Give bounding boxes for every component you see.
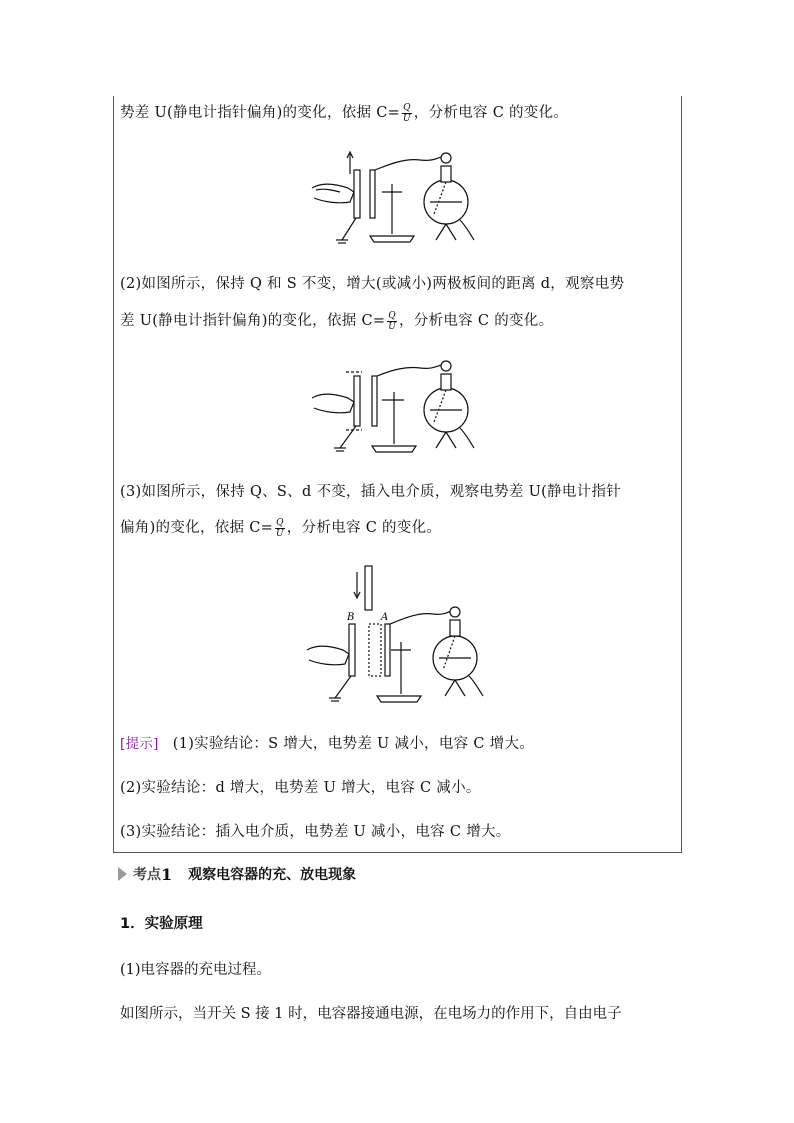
text-line-p2-1: (2)如图所示，保持 Q 和 S 不变，增大(或减小)两极板间的距离 d，观察电势 <box>120 276 625 292</box>
label-b: B <box>347 612 355 623</box>
label-a: A <box>381 612 389 623</box>
text-line-p3-1: (3)如图所示，保持 Q、S、d 不变，插入电介质，观察电势差 U(静电计指针 <box>120 484 622 500</box>
tip-label: [提示] <box>120 736 159 752</box>
paragraph-1: (1)电容器的充电过程。 <box>120 962 272 978</box>
heading-principle: 1．实验原理 <box>120 916 203 932</box>
triangle-icon <box>118 867 127 881</box>
figure-area-experiment <box>310 352 490 456</box>
fraction: $\frac{Q}{U}$ <box>403 102 411 124</box>
tip-line-1: [提示] (1)实验结论：S 增大，电势差 U 减小，电容 C 增大。 <box>120 736 535 752</box>
figure-area-experiment <box>310 144 490 248</box>
tip-line-3: (3)实验结论：插入电介质，电势差 U 减小，电容 C 增大。 <box>120 824 511 840</box>
fraction: $\frac{Q}{U}$ <box>276 517 284 539</box>
figure-area-experiment <box>305 562 495 712</box>
section-heading <box>118 864 356 884</box>
section-kd: 考点 <box>133 867 161 883</box>
text-line-1: 势差 U(静电计指针偏角)的变化，依据 C= $\frac{Q}{U}$ ，分析电容 C 的变化。 <box>120 102 569 124</box>
fraction: $\frac{Q}{U}$ <box>388 310 397 332</box>
tip-line-2: (2)实验结论：d 增大，电势差 U 增大，电容 C 减小。 <box>120 780 481 796</box>
section-title: 观察电容器的充、放电现象 <box>188 867 357 883</box>
paragraph-2: 如图所示，当开关 S 接 1 时，电容器接通电源，在电场力的作用下，自由电子 <box>120 1006 622 1022</box>
text-line-p2-2: 差 U(静电计指针偏角)的变化，依据 C= $\frac{Q}{U}$ ，分析电容 C 的变化。 <box>120 310 554 332</box>
section-number: 1 <box>161 864 173 884</box>
text-line-p3-2: 偏角)的变化，依据 C= $\frac{Q}{U}$ ，分析电容 C 的变化。 <box>120 517 442 539</box>
